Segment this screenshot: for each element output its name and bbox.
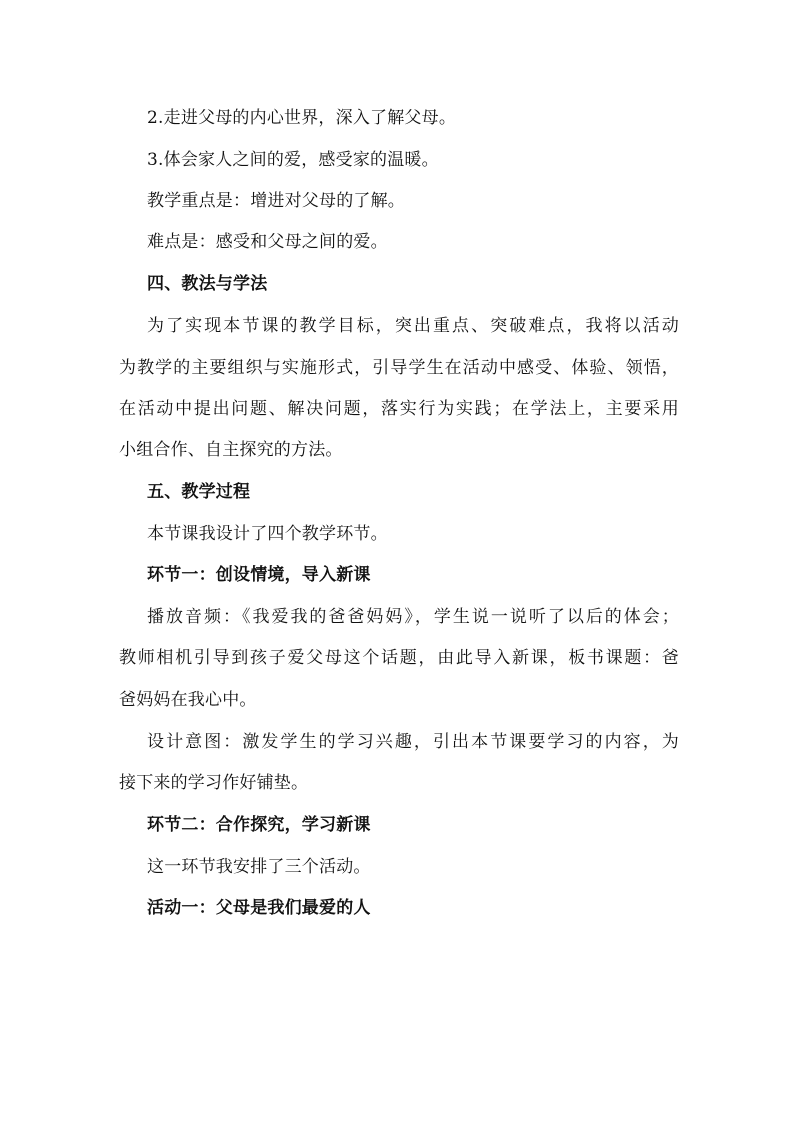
paragraph-line: 播放音频：《我爱我的爸爸妈妈》，学生说一说听了以后的体会； — [147, 607, 679, 627]
subheading-activity-one: 活动一：父母是我们最爱的人 — [147, 898, 371, 918]
paragraph-line: 设计意图：激发学生的学习兴趣，引出本节课要学习的内容，为 — [147, 732, 679, 752]
paragraph-line: 这一环节我安排了三个活动。 — [147, 857, 371, 877]
paragraph-line: 本节课我设计了四个教学环节。 — [147, 524, 388, 544]
difficult-point-text: 难点是：感受和父母之间的爱。 — [147, 232, 388, 252]
section-heading-methods: 四、教法与学法 — [147, 274, 268, 294]
paragraph-line: 为教学的主要组织与实施形式，引导学生在活动中感受、体验、领悟， — [119, 358, 679, 378]
paragraph-line: 在活动中提出问题、解决问题，落实行为实践；在学法上，主要采用 — [119, 399, 679, 419]
section-heading-process: 五、教学过程 — [147, 482, 251, 502]
goal-item-3: 3.体会家人之间的爱，感受家的温暖。 — [147, 150, 439, 170]
paragraph-line: 爸妈妈在我心中。 — [119, 690, 257, 710]
paragraph-line: 为了实现本节课的教学目标，突出重点、突破难点，我将以活动 — [147, 316, 679, 336]
subheading-step-two: 环节二：合作探究，学习新课 — [147, 815, 371, 835]
key-point-text: 教学重点是：增进对父母的了解。 — [147, 191, 405, 211]
paragraph-line: 接下来的学习作好铺垫。 — [119, 773, 309, 793]
paragraph-line: 小组合作、自主探究的方法。 — [119, 440, 343, 460]
subheading-step-one: 环节一：创设情境，导入新课 — [147, 565, 371, 585]
goal-item-2: 2.走进父母的内心世界，深入了解父母。 — [147, 108, 457, 128]
paragraph-line: 教师相机引导到孩子爱父母这个话题，由此导入新课，板书课题：爸 — [119, 648, 679, 668]
